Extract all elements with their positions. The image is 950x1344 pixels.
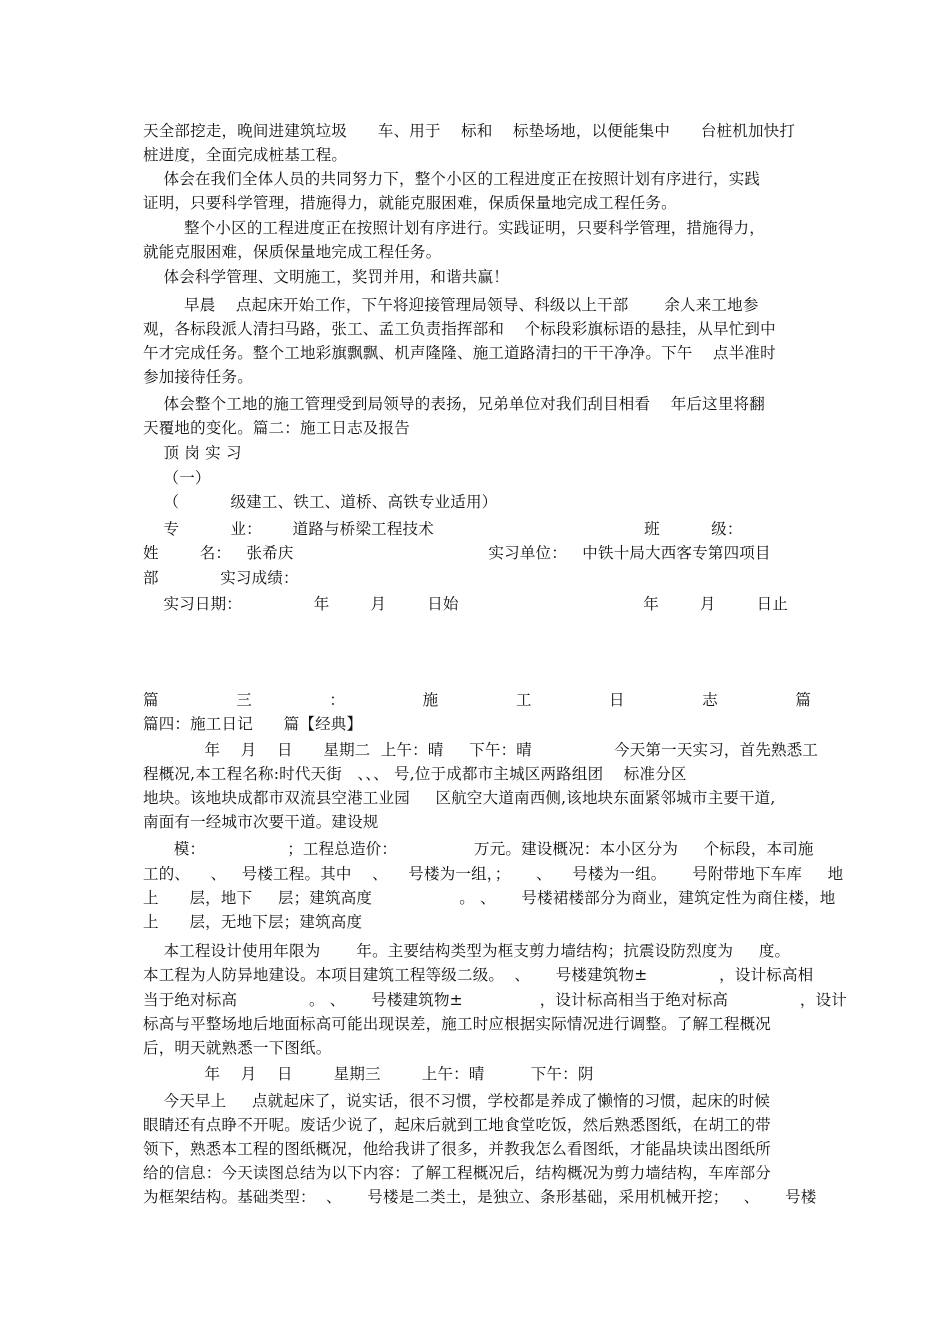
text-line: 午才完成任务。整个工地彩旗飘飘、机声隆隆、施工道路清扫的干干净净。下午 点半准时	[143, 344, 776, 362]
spread-char: ：	[329, 691, 345, 709]
text-line: 给的信息：今天读图总结为以下内容：了解工程概况后，结构概况为剪力墙结构，车库部分	[143, 1164, 772, 1182]
text-line: 体会科学管理、文明施工，奖罚并用，和谐共赢！	[143, 268, 509, 286]
text-line: 为框架结构。基础类型： 、 号楼是二类土，是独立、条形基础，采用机械开挖； 、 号楼	[143, 1188, 817, 1206]
text-line: 地块。该地块成都市双流县空港工业园 区航空大道南西侧,该地块东面紧邻城市主要干道,	[143, 789, 776, 807]
text-line: 证明，只要科学管理，措施得力，就能克服困难，保质保量地完成工程任务。	[143, 194, 677, 212]
text-line: 篇四：施工日记 篇【经典】	[143, 715, 363, 733]
text-line: 年 月 日 星期二 上午：晴 下午：晴 今天第一天实习，首先熟悉工	[143, 741, 819, 759]
text-line: 标高与平整场地后地面标高可能出现误差，施工时应根据实际情况进行调整。了解工程概况	[143, 1015, 772, 1033]
text-line: 顶 岗 实 习	[143, 444, 242, 462]
text-line: 模： ；工程总造价： 万元。建设概况：本小区分为 个标段，本司施	[143, 840, 814, 858]
text-line: 天全部挖走，晚间进建筑垃圾 车、用于 标和 标垫场地，以便能集中 台桩机加快打	[143, 122, 796, 140]
text-line: 部 实习成绩：	[143, 569, 299, 587]
text-line: 上 层，地下 层；建筑高度 。 、 号楼裙楼部分为商业，建筑定性为商住楼，地	[143, 889, 836, 907]
text-line: 整个小区的工程进度正在按照计划有序进行。实践证明，只要科学管理，措施得力，	[143, 219, 765, 237]
spread-char: 日	[609, 691, 625, 709]
text-line: 专 业： 道路与桥梁工程技术 班 级：	[143, 520, 743, 538]
text-line: 体会在我们全体人员的共同努力下，整个小区的工程进度正在按照计划有序进行，实践	[143, 170, 761, 188]
text-line: 当于绝对标高 。 、 号楼建筑物± ，设计标高相当于绝对标高 ，设计	[143, 991, 848, 1009]
text-line: 眼睛还有点睁不开呢。废话少说了，起床后就到工地食堂吃饭，然后熟悉图纸，在胡工的带	[143, 1116, 772, 1134]
spread-heading-line	[143, 688, 811, 712]
spread-char: 篇	[795, 691, 811, 709]
text-line: 参加接待任务。	[143, 368, 253, 386]
text-line: 桩进度，全面完成桩基工程。	[143, 146, 348, 164]
text-line: 本工程设计使用年限为 年。主要结构类型为框支剪力墙结构；抗震设防烈度为 度。	[143, 942, 791, 960]
text-line: 领下，熟悉本工程的图纸概况，他给我讲了很多，并教我怎么看图纸，才能晶块读出图纸所	[143, 1140, 772, 1158]
text-line: （一）	[143, 469, 211, 487]
spread-char: 志	[702, 691, 718, 709]
text-line: 早晨 点起床开始工作，下午将迎接管理局领导、科级以上干部 余人来工地参	[143, 296, 759, 314]
text-line: 实习日期： 年 月 日始 年 月 日止	[143, 595, 789, 613]
text-line: 本工程为人防异地建设。本项目建筑工程等级二级。 、 号楼建筑物± ，设计标高相	[143, 966, 814, 984]
text-line: 天覆地的变化。篇二：施工日志及报告	[143, 419, 410, 437]
text-line: 南面有一经城市次要干道。建设规	[143, 813, 379, 831]
spread-char: 工	[515, 691, 532, 709]
text-line: （ 级建工、铁工、道桥、高铁专业适用）	[143, 493, 498, 511]
spread-char: 三	[236, 691, 252, 709]
text-line: 后，明天就熟悉一下图纸。	[143, 1039, 332, 1057]
text-line: 姓 名： 张希庆 实习单位： 中铁十局大西客专第四项目	[143, 544, 771, 562]
text-line: 工的、 、 号楼工程。其中 、 号楼为一组，； 、 号楼为一组。 号附带地下车库 地	[143, 865, 844, 883]
text-line: 上 层，无地下层；建筑高度	[143, 913, 363, 931]
spread-char: 篇	[143, 691, 159, 709]
text-line: 体会整个工地的施工管理受到局领导的表扬，兄弟单位对我们刮目相看 年后这里将翻	[143, 395, 765, 413]
text-line: 年 月 日 星期三 上午：晴 下午：阴	[143, 1065, 594, 1083]
text-line: 就能克服困难，保质保量地完成工程任务。	[143, 243, 442, 261]
text-line: 程概况,本工程名称:时代天街 、、、 号,位于成都市主城区两路组团 标准分区	[143, 765, 687, 783]
text-line: 观，各标段派人清扫马路，张工、孟工负责指挥部和 个标段彩旗标语的悬挂，从早忙到中	[143, 320, 776, 338]
spread-char: 施	[422, 691, 439, 709]
text-line: 今天早上 点就起床了，说实话，很不习惯，学校都是养成了懒惰的习惯，起床的时候	[143, 1092, 771, 1110]
